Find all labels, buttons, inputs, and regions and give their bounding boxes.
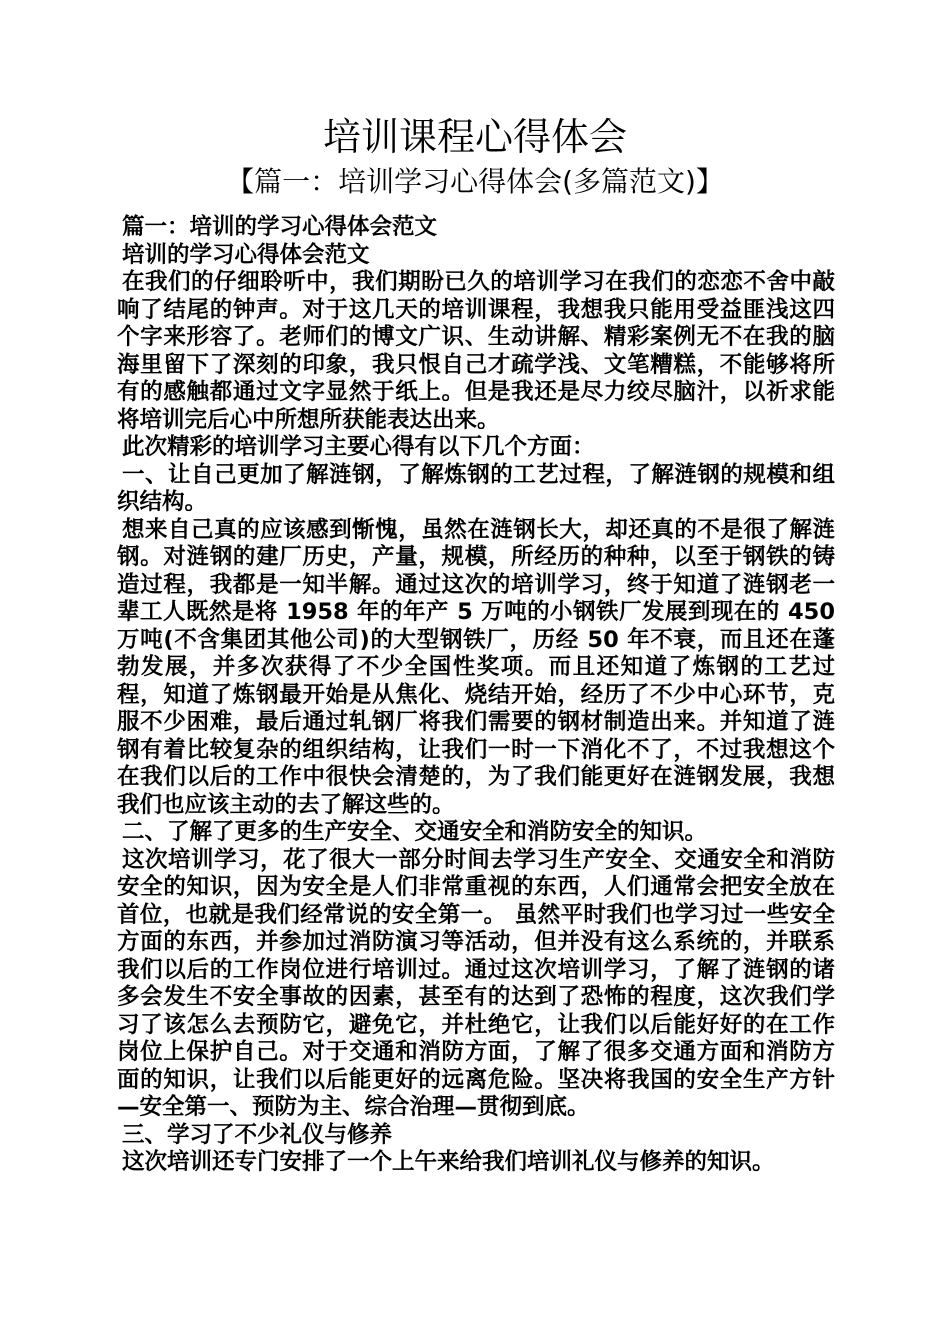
point-heading: 三、学习了不少礼仪与修养 — [122, 1121, 393, 1148]
document-subtitle: 【篇一：培训学习心得体会(多篇范文)】 — [226, 165, 724, 198]
paragraph: 这次培训还专门安排了一个上午来给我们培训礼仪与修养的知识。 — [122, 1149, 775, 1175]
point-heading: 一、让自己更加了解涟钢，了解炼钢的工艺过程，了解涟钢的规模和组织结构。 — [117, 461, 835, 515]
document-title: 培训课程心得体会 — [322, 115, 627, 159]
section-heading: 篇一：培训的学习心得体会范文 — [122, 214, 438, 240]
point-heading: 二、了解了更多的生产安全、交通安全和消防安全的知识。 — [122, 819, 708, 845]
paragraph: 在我们的仔细聆听中，我们期盼已久的培训学习在我们的恋恋不舍中敲响了结尾的钟声。对于这几天的培训课程，我想我只能用受益匪浅这四个字来形容了。老师们的博文广识、生动讲解、精彩案例无不在我的脑海里留下了深刻的印象，我只恨自己才疏学浅、文笔糟糕，不能够将所有的感触都通过文字显然于纸上。但是我还是尽力绞尽脑汁，以祈求能将培训完后心中所想所获能表达出来。 — [117, 269, 835, 433]
paragraph: 想来自己真的应该感到惭愧，虽然在涟钢长大，却还真的不是很了解涟钢。对涟钢的建厂历史，产量，规模，所经历的种种，以至于钢铁的铸造过程，我都是一知半解。通过这次的培训学习，终于知道了涟钢老一辈工人既然是将 1958 年的年产 5 万吨的小钢铁厂发展到现在的 450 万吨(不含集团其他公司)的大型钢铁厂，历经 50 年不衰，而且还在蓬勃发展，并多次获得了不少全国性奖项。而且还知道了炼钢的工艺过程，知道了炼钢最开始是从焦化、烧结开始，经历了不少中心环节，克服不少困难，最后通过轧钢厂将我们需要的钢材制造出来。并知道了涟钢有着比较复杂的组织结构，让我们一时一下消化不了，不过我想这个在我们以后的工作中很快会清楚的，为了我们能更好在涟钢发展，我想我们也应该主动的去了解这些的。 — [117, 516, 835, 818]
paragraph: 这次培训学习，花了很大一部分时间去学习生产安全、交通安全和消防安全的知识，因为安全是人们非常重视的东西，人们通常会把安全放在首位，也就是我们经常说的安全第一。 虽然平时我们也学习过一些安全方面的东西，并参加过消防演习等活动，但并没有这么系统的，并联系我们以后的工作岗位进行培训过。通过这次培训学习，了解了涟钢的诸多会发生不安全事故的因素，甚至有的达到了恐怖的程度，这次我们学习了该怎么去预防它，避免它，并杜绝它，让我们以后能好好的在工作岗位上保护自己。对于交通和消防方面，了解了很多交通方面和消防方面的知识，让我们以后能更好的远离危险。坚决将我国的安全生产方针—安全第一、预防为主、综合治理—贯彻到底。 — [117, 846, 835, 1120]
article-heading: 培训的学习心得体会范文 — [122, 241, 370, 268]
document-body — [117, 214, 835, 1177]
paragraph: 此次精彩的培训学习主要心得有以下几个方面： — [122, 434, 595, 460]
